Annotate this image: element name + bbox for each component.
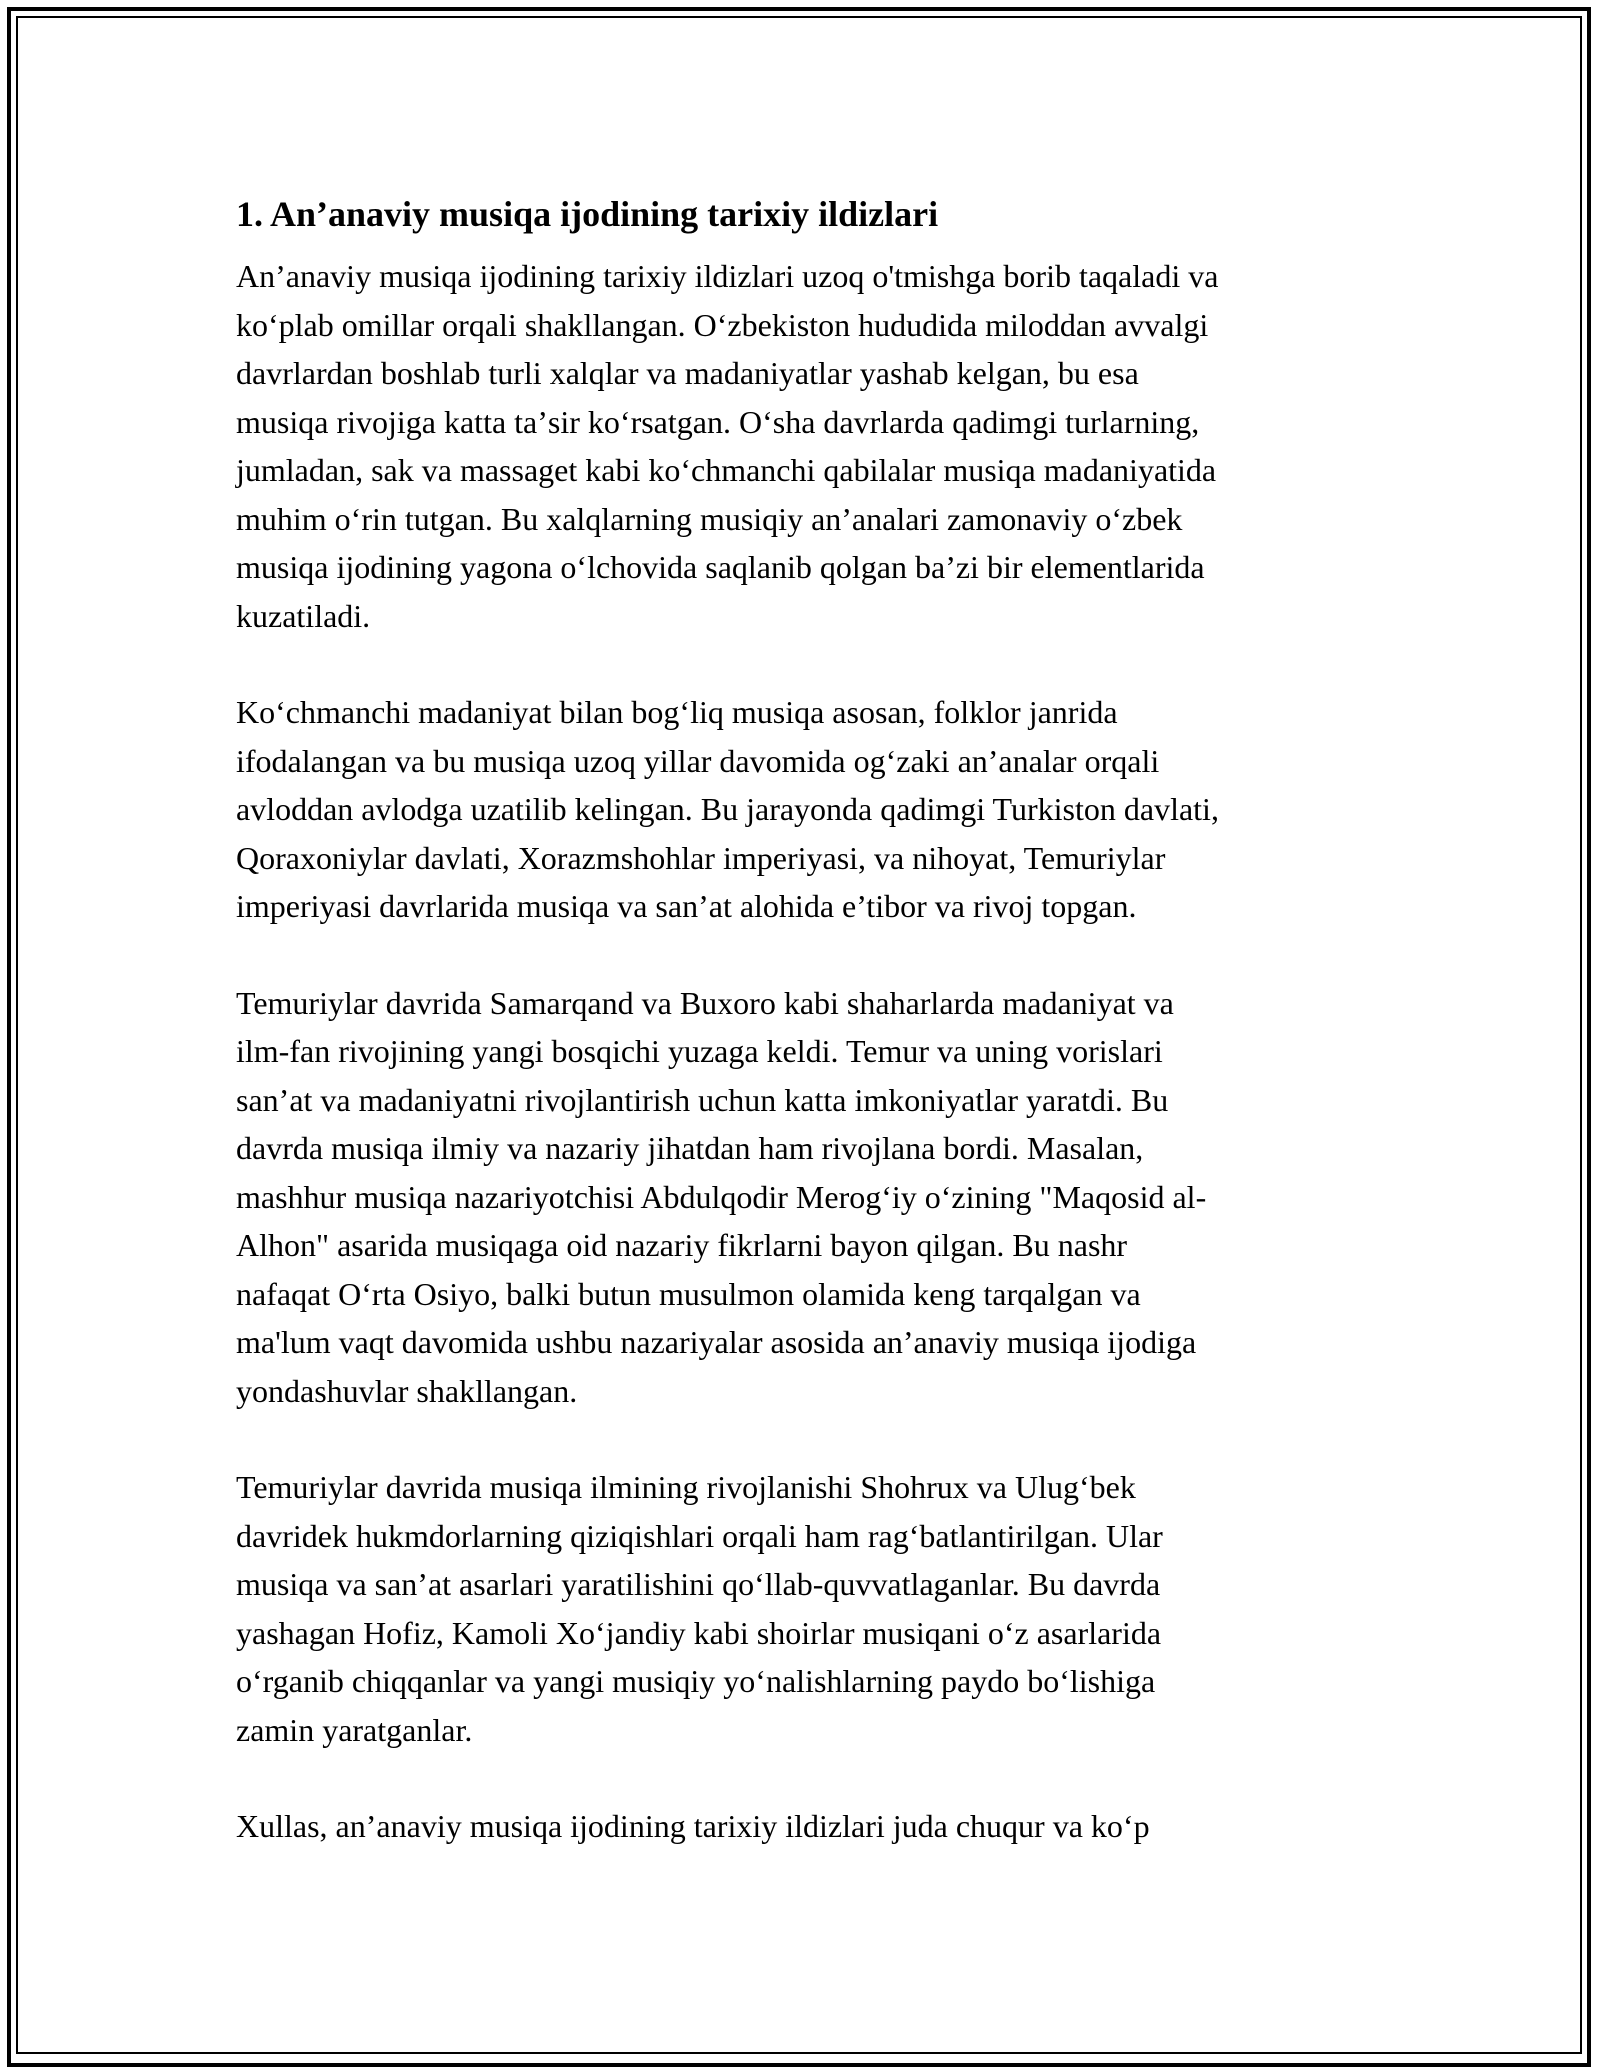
document-body bbox=[236, 186, 1376, 1899]
text-line: Koʻchmanchi madaniyat bilan bogʻliq musiqa asosan, folklor janrida bbox=[236, 694, 1118, 730]
text-line: ifodalangan va bu musiqa uzoq yillar davomida ogʻzaki an’analar orqali bbox=[236, 742, 1160, 779]
text-line: musiqa va san’at asarlari yaratilishini qoʻllab-quvvatlaganlar. Bu davrda bbox=[236, 1566, 1161, 1602]
text-line: musiqa ijodining yagona oʻlchovida saqlanib qolgan ba’zi bir elementlarida bbox=[236, 549, 1205, 585]
paragraph-2 bbox=[236, 688, 1376, 931]
text-line: yashagan Hofiz, Kamoli Xoʻjandiy kabi shoirlar musiqani oʻz asarlarida bbox=[236, 1614, 1162, 1651]
text-line: Temuriylar davrida musiqa ilmining rivojlanishi Shohrux va Ulugʻbek bbox=[236, 1469, 1136, 1505]
text-line: musiqa rivojiga katta taʼsir koʻrsatgan. Oʻsha davrlarda qadimgi turlarning, bbox=[236, 403, 1200, 440]
text-line: san’at va madaniyatni rivojlantirish uchun katta imkoniyatlar yaratdi. Bu bbox=[236, 1081, 1169, 1118]
text-line: imperiyasi davrlarida musiqa va san’at alohida e’tibor va rivoj topgan. bbox=[236, 888, 1137, 924]
text-line: koʻplab omillar orqali shakllangan. Oʻzbekiston hududida miloddan avvalgi bbox=[236, 306, 1209, 343]
text-line: An’anaviy musiqa ijodining tarixiy ildizlari uzoq o'tmishga borib taqaladi va bbox=[236, 258, 1219, 294]
text-line: kuzatiladi. bbox=[236, 597, 371, 634]
text-line: Alhon" asarida musiqaga oid nazariy fikrlarni bayon qilgan. Bu nashr bbox=[236, 1227, 1128, 1263]
text-line: davrlardan boshlab turli xalqlar va madaniyatlar yashab kelgan, bu esa bbox=[236, 355, 1139, 391]
text-line: davridek hukmdorlarning qiziqishlari orqali ham ragʻbatlantirilgan. Ular bbox=[236, 1517, 1163, 1554]
section-heading: 1. An’anaviy musiqa ijodining tarixiy ildizlari bbox=[236, 194, 939, 234]
text-line: avloddan avlodga uzatilib kelingan. Bu jarayonda qadimgi Turkiston davlati, bbox=[236, 791, 1219, 827]
text-line: ma'lum vaqt davomida ushbu nazariyalar asosida an’anaviy musiqa ijodiga bbox=[236, 1324, 1197, 1360]
text-line: yondashuvlar shakllangan. bbox=[236, 1372, 578, 1409]
text-line: zamin yaratganlar. bbox=[236, 1711, 473, 1748]
text-line: Xullas, an’anaviy musiqa ijodining tarixiy ildizlari juda chuqur va koʻp bbox=[236, 1808, 1150, 1844]
text-line: ilm-fan rivojining yangi bosqichi yuzaga keldi. Temur va uning vorislari bbox=[236, 1033, 1163, 1069]
paragraph-1 bbox=[236, 252, 1376, 640]
text-line: jumladan, sak va massaget kabi koʻchmanchi qabilalar musiqa madaniyatida bbox=[236, 452, 1217, 488]
paragraph-5 bbox=[236, 1802, 1376, 1851]
text-line: Temuriylar davrida Samarqand va Buxoro kabi shaharlarda madaniyat va bbox=[236, 984, 1174, 1021]
text-line: oʻrganib chiqqanlar va yangi musiqiy yoʻnalishlarning paydo boʻlishiga bbox=[236, 1663, 1156, 1699]
text-line: muhim oʻrin tutgan. Bu xalqlarning musiqiy an’analari zamonaviy oʻzbek bbox=[236, 500, 1183, 537]
text-line: nafaqat Oʻrta Osiyo, balki butun musulmon olamida keng tarqalgan va bbox=[236, 1275, 1141, 1312]
paragraph-3 bbox=[236, 979, 1376, 1416]
text-line: Qoraxoniylar davlati, Xorazmshohlar imperiyasi, va nihoyat, Temuriylar bbox=[236, 839, 1166, 876]
paragraph-4 bbox=[236, 1463, 1376, 1754]
text-line: davrda musiqa ilmiy va nazariy jihatdan ham rivojlana bordi. Masalan, bbox=[236, 1130, 1144, 1166]
text-line: mashhur musiqa nazariyotchisi Abdulqodir Merogʻiy oʻzining "Maqosid al- bbox=[236, 1178, 1207, 1215]
